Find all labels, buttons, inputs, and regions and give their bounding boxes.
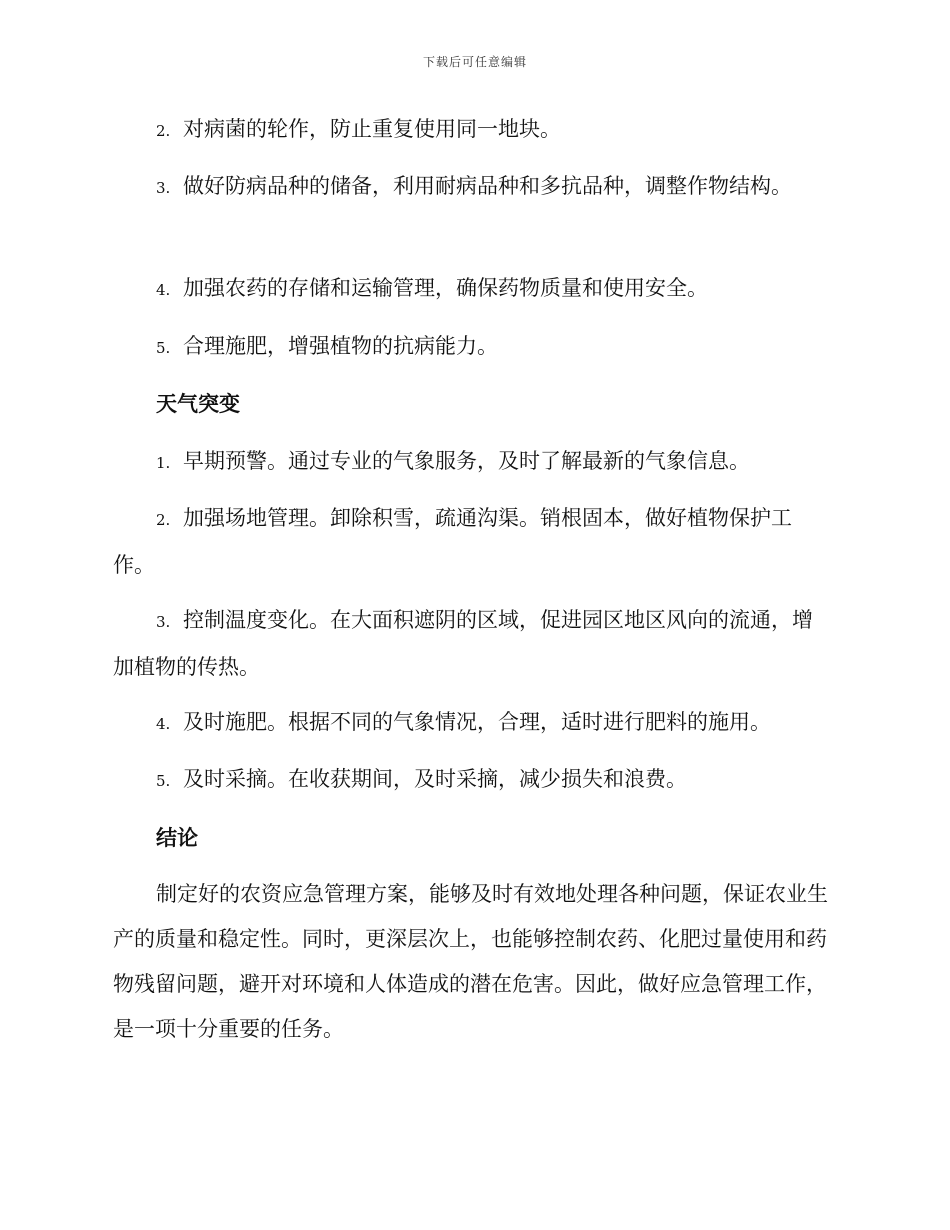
list-item-number: 5. xyxy=(156,339,171,357)
list-item-text: 早期预警。通过专业的气象服务，及时了解最新的气象信息。 xyxy=(183,449,750,473)
section-heading-conclusion: 结论 xyxy=(156,825,198,850)
list-item-text: 加强场地管理。卸除积雪，疏通沟渠。销根固本，做好植物保护工作。 xyxy=(113,506,792,577)
list-item xyxy=(113,439,831,486)
list-item-number: 4. xyxy=(156,281,171,299)
list-item xyxy=(113,266,831,313)
list-item-number: 2. xyxy=(156,511,171,529)
list-item xyxy=(113,496,831,588)
list-item xyxy=(113,757,831,804)
list-item-number: 4. xyxy=(156,715,171,733)
list-item-text: 合理施肥，增强植物的抗病能力。 xyxy=(183,334,498,358)
list-item-text: 对病菌的轮作，防止重复使用同一地块。 xyxy=(183,117,561,141)
section-heading-weather: 天气突变 xyxy=(156,391,240,416)
list-item-text: 控制温度变化。在大面积遮阴的区域，促进园区地区风向的流通，增加植物的传热。 xyxy=(113,608,813,679)
list-item-number: 2. xyxy=(156,122,171,140)
list-item-text: 加强农药的存储和运输管理，确保药物质量和使用安全。 xyxy=(183,276,708,300)
list-item xyxy=(113,164,831,211)
list-item xyxy=(113,107,831,154)
list-item-number: 3. xyxy=(156,179,171,197)
list-item xyxy=(113,598,831,690)
list-item-text: 及时施肥。根据不同的气象情况，合理，适时进行肥料的施用。 xyxy=(183,710,771,734)
list-item-number: 5. xyxy=(156,772,171,790)
list-item-number: 3. xyxy=(156,613,171,631)
list-item-text: 做好防病品种的储备，利用耐病品种和多抗品种，调整作物结构。 xyxy=(183,174,792,198)
list-item xyxy=(113,324,831,371)
page-header: 下载后可任意编辑 xyxy=(422,55,527,69)
list-item-number: 1. xyxy=(156,454,171,472)
list-item-text: 及时采摘。在收获期间，及时采摘，减少损失和浪费。 xyxy=(183,767,687,791)
conclusion-paragraph: 制定好的农资应急管理方案，能够及时有效地处理各种问题，保证农业生产的质量和稳定性。同时，更深层次上，也能够控制农药、化肥过量使用和药物残留问题，避开对环境和人体造成的潜在危害。因此，做好应急管理工作，是一项十分重要的任务。 xyxy=(113,882,828,1041)
list-item xyxy=(113,700,831,747)
